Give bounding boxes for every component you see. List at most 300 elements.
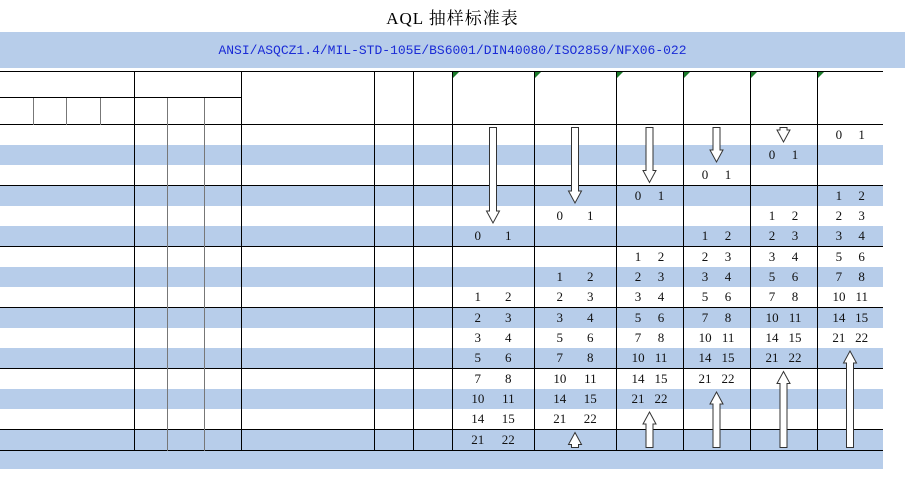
re-value: 3 <box>724 249 732 264</box>
ac-re-values <box>453 330 534 346</box>
lot-size-cell <box>241 247 374 268</box>
ac-re-cell <box>683 125 750 146</box>
ac-value: 5 <box>835 249 843 264</box>
code-letter-cell <box>374 328 413 348</box>
ac-re-header <box>616 98 683 125</box>
ac-re-values <box>617 350 683 366</box>
ac-value: 1 <box>634 249 642 264</box>
ac-value: 21 <box>631 391 645 406</box>
sample-size-cell <box>413 125 452 146</box>
ac-value: 7 <box>556 350 563 365</box>
special-level-cell <box>66 226 100 247</box>
general-level-cell <box>134 328 167 348</box>
re-value: 4 <box>858 228 865 243</box>
re-value: 11 <box>788 310 802 325</box>
general-level-cell <box>167 186 204 207</box>
ac-value: 1 <box>768 208 776 223</box>
ac-re-values <box>818 249 884 265</box>
ac-re-cell <box>683 145 750 165</box>
ac-re-cell <box>750 226 817 247</box>
code-letter-cell <box>374 165 413 186</box>
sample-size-cell <box>413 145 452 165</box>
code-letter-header <box>374 72 413 125</box>
ac-re-cell <box>616 165 683 186</box>
ac-re-values <box>818 127 884 143</box>
ac-value: 21 <box>698 371 712 386</box>
special-level-cell <box>0 287 33 308</box>
ac-value: 3 <box>556 310 563 325</box>
ac-re-cell <box>750 267 817 287</box>
ac-value: 7 <box>835 269 843 284</box>
special-level-cell <box>33 430 66 451</box>
ac-value: 10 <box>832 289 846 304</box>
ac-re-values <box>617 188 683 204</box>
aql-2-5-header <box>683 72 750 98</box>
ac-re-cell <box>750 308 817 329</box>
special-level-cell <box>66 369 100 390</box>
re-value: 3 <box>657 269 665 284</box>
table-row <box>0 348 883 369</box>
code-letter-cell <box>374 206 413 226</box>
ac-value: 1 <box>835 188 843 203</box>
special-level-cell <box>0 430 33 451</box>
ac-value: 3 <box>835 228 843 243</box>
general-level-cell <box>134 145 167 165</box>
special-level-cell <box>100 165 134 186</box>
general-level-cell <box>134 165 167 186</box>
general-level-cell <box>134 409 167 430</box>
special-level-cell <box>33 206 66 226</box>
table-row <box>0 206 883 226</box>
header-row-1 <box>0 72 883 98</box>
sample-size-cell <box>413 186 452 207</box>
special-level-cell <box>33 348 66 369</box>
sample-size-cell <box>413 267 452 287</box>
re-value: 3 <box>587 289 594 304</box>
lot-size-cell <box>241 409 374 430</box>
ac-value: 14 <box>471 411 485 426</box>
ac-re-values <box>751 147 817 163</box>
table-row <box>0 145 883 165</box>
ac-re-cell <box>452 348 534 369</box>
ac-re-cell <box>683 287 750 308</box>
ac-re-values <box>818 310 884 326</box>
sample-size-cell <box>413 409 452 430</box>
ac-re-cell <box>452 409 534 430</box>
general-level-cell <box>204 145 241 165</box>
general-level-cell <box>134 226 167 247</box>
ac-re-header <box>750 98 817 125</box>
ac-re-cell <box>616 247 683 268</box>
ac-value: 14 <box>832 310 846 325</box>
special-level-cell <box>33 125 66 146</box>
ac-re-cell <box>534 328 616 348</box>
ac-re-cell <box>452 328 534 348</box>
general-level-cell <box>167 247 204 268</box>
level-s-2 <box>33 98 66 125</box>
ac-re-values <box>818 269 884 285</box>
aql-1-0-header <box>534 72 616 98</box>
ac-re-cell <box>683 369 750 390</box>
aql-4-0-header <box>750 72 817 98</box>
special-level-cell <box>66 389 100 409</box>
ac-re-cell <box>616 348 683 369</box>
special-level-cell <box>0 267 33 287</box>
ac-value: 7 <box>768 289 776 304</box>
special-level-cell <box>66 145 100 165</box>
special-level-cell <box>0 369 33 390</box>
general-level-cell <box>167 287 204 308</box>
ac-re-cell <box>750 369 817 390</box>
ac-re-cell <box>683 226 750 247</box>
ac-re-values <box>684 249 750 265</box>
ac-re-cell <box>452 125 534 146</box>
ac-re-cell <box>452 287 534 308</box>
ac-value: 5 <box>556 330 563 345</box>
ac-re-values <box>818 208 884 224</box>
ac-re-values <box>751 330 817 346</box>
ac-re-values <box>818 228 884 244</box>
ac-re-cell <box>616 267 683 287</box>
ac-re-values <box>751 350 817 366</box>
ac-re-cell <box>750 206 817 226</box>
special-level-cell <box>100 389 134 409</box>
special-level-cell <box>66 430 100 451</box>
special-level-cell <box>0 206 33 226</box>
re-value: 1 <box>587 208 594 223</box>
sample-size-cell <box>413 308 452 329</box>
general-level-cell <box>134 186 167 207</box>
table-row <box>0 125 883 146</box>
code-letter-cell <box>374 145 413 165</box>
ac-re-values <box>617 391 683 407</box>
ac-re-cell <box>616 430 683 451</box>
ac-re-cell <box>616 206 683 226</box>
ac-re-values <box>535 411 616 427</box>
ac-value: 21 <box>765 350 779 365</box>
general-level-cell <box>204 430 241 451</box>
general-level-cell <box>134 206 167 226</box>
ac-re-cell <box>534 409 616 430</box>
re-value: 6 <box>505 350 512 365</box>
ac-re-cell <box>534 369 616 390</box>
ac-re-values <box>818 188 884 204</box>
ac-re-values <box>617 330 683 346</box>
special-level-cell <box>100 308 134 329</box>
ac-value: 14 <box>631 371 645 386</box>
general-level-cell <box>167 125 204 146</box>
ac-re-cell <box>616 389 683 409</box>
ac-re-cell <box>750 409 817 430</box>
ac-re-cell <box>683 206 750 226</box>
ac-re-cell <box>534 389 616 409</box>
special-level-cell <box>100 409 134 430</box>
ac-re-cell <box>616 226 683 247</box>
table-row <box>0 186 883 207</box>
general-level-cell <box>167 430 204 451</box>
lot-size-cell <box>241 348 374 369</box>
lot-size-cell <box>241 125 374 146</box>
ac-re-cell <box>683 348 750 369</box>
ac-re-cell <box>817 186 883 207</box>
ac-re-values <box>684 371 750 387</box>
ac-re-cell <box>534 430 616 451</box>
lot-size-cell <box>241 308 374 329</box>
level-general-1 <box>134 98 167 125</box>
ac-re-cell <box>616 287 683 308</box>
special-level-cell <box>66 308 100 329</box>
general-level-cell <box>167 165 204 186</box>
aql-6-5-header <box>817 72 883 98</box>
ac-re-values <box>453 228 534 244</box>
special-level-cell <box>66 287 100 308</box>
special-level-cell <box>100 328 134 348</box>
special-level-cell <box>33 308 66 329</box>
special-level-cell <box>0 226 33 247</box>
re-value: 22 <box>788 350 802 365</box>
ac-re-cell <box>683 267 750 287</box>
special-level-cell <box>0 308 33 329</box>
general-level-cell <box>167 308 204 329</box>
ac-re-cell <box>452 369 534 390</box>
level-general-3 <box>204 98 241 125</box>
ac-re-values <box>751 228 817 244</box>
table-row <box>0 165 883 186</box>
code-letter-cell <box>374 369 413 390</box>
ac-value: 2 <box>701 249 709 264</box>
level-general-2 <box>167 98 204 125</box>
general-level-cell <box>204 369 241 390</box>
re-value: 1 <box>657 188 665 203</box>
re-value: 6 <box>657 310 665 325</box>
table-row <box>0 369 883 390</box>
special-level-cell <box>100 267 134 287</box>
code-letter-cell <box>374 430 413 451</box>
special-level-cell <box>33 389 66 409</box>
ac-re-cell <box>452 308 534 329</box>
table-row <box>0 308 883 329</box>
table-row <box>0 226 883 247</box>
ac-re-values <box>453 350 534 366</box>
ac-value: 1 <box>474 289 481 304</box>
re-value: 11 <box>855 289 868 304</box>
ac-re-values <box>535 330 616 346</box>
standards-subtitle: ANSI/ASQCZ1.4/MIL-STD-105E/BS6001/DIN40080/ISO2859/NFX06-022 <box>0 32 905 68</box>
ac-re-cell <box>534 165 616 186</box>
lot-size-cell <box>241 430 374 451</box>
ac-value: 21 <box>471 432 485 447</box>
ac-value: 5 <box>474 350 481 365</box>
ac-re-cell <box>817 348 883 369</box>
ac-value: 10 <box>471 391 485 406</box>
ac-re-cell <box>750 145 817 165</box>
ac-value: 10 <box>631 350 645 365</box>
ac-re-values <box>751 269 817 285</box>
re-value: 8 <box>505 371 512 386</box>
general-level-cell <box>204 247 241 268</box>
re-value: 4 <box>791 249 799 264</box>
general-level-cell <box>167 226 204 247</box>
ac-re-cell <box>534 348 616 369</box>
ac-re-cell <box>750 247 817 268</box>
general-level-cell <box>204 206 241 226</box>
general-level-cell <box>204 226 241 247</box>
special-level-cell <box>100 186 134 207</box>
lot-size-cell <box>241 369 374 390</box>
ac-re-values <box>751 249 817 265</box>
ac-re-cell <box>683 186 750 207</box>
sample-size-cell <box>413 348 452 369</box>
code-letter-cell <box>374 125 413 146</box>
re-value: 11 <box>502 391 515 406</box>
special-level-cell <box>100 287 134 308</box>
aql-table <box>0 71 883 469</box>
ac-re-cell <box>817 308 883 329</box>
ac-re-cell <box>452 186 534 207</box>
general-level-cell <box>204 409 241 430</box>
ac-re-cell <box>750 389 817 409</box>
re-value: 8 <box>791 289 799 304</box>
ac-re-cell <box>750 125 817 146</box>
re-value: 15 <box>721 350 735 365</box>
ac-re-values <box>684 330 750 346</box>
re-value: 22 <box>721 371 735 386</box>
re-value: 15 <box>583 391 597 406</box>
lot-size-cell <box>241 226 374 247</box>
special-level-cell <box>100 247 134 268</box>
general-level-cell <box>167 348 204 369</box>
re-value: 1 <box>791 147 799 162</box>
ac-re-cell <box>750 186 817 207</box>
ac-re-values <box>617 249 683 265</box>
table-footer-row <box>0 451 883 470</box>
ac-re-cell <box>534 247 616 268</box>
ac-re-cell <box>817 389 883 409</box>
code-letter-cell <box>374 287 413 308</box>
re-value: 3 <box>858 208 865 223</box>
re-value: 8 <box>657 330 665 345</box>
ac-value: 2 <box>835 208 843 223</box>
ac-re-cell <box>616 328 683 348</box>
special-level-cell <box>0 389 33 409</box>
ac-re-cell <box>683 328 750 348</box>
ac-value: 2 <box>474 310 481 325</box>
ac-value: 0 <box>701 167 709 182</box>
ac-re-cell <box>683 165 750 186</box>
sample-size-cell <box>413 430 452 451</box>
lot-size-cell <box>241 165 374 186</box>
table-row <box>0 328 883 348</box>
ac-re-cell <box>452 389 534 409</box>
special-level-cell <box>100 369 134 390</box>
ac-re-cell <box>817 125 883 146</box>
re-value: 2 <box>858 188 865 203</box>
re-value: 11 <box>654 350 668 365</box>
lot-size-cell <box>241 389 374 409</box>
re-value: 22 <box>855 330 869 345</box>
ac-re-cell <box>683 247 750 268</box>
re-value: 15 <box>855 310 869 325</box>
ac-value: 14 <box>553 391 567 406</box>
ac-re-header <box>683 98 750 125</box>
general-level-cell <box>134 369 167 390</box>
sample-size-cell <box>413 206 452 226</box>
special-level-cell <box>66 125 100 146</box>
aql-1-5-header <box>616 72 683 98</box>
sample-size-cell <box>413 328 452 348</box>
ac-re-values <box>751 310 817 326</box>
general-level-cell <box>134 430 167 451</box>
re-value: 6 <box>724 289 732 304</box>
footer-band <box>0 451 883 470</box>
code-letter-cell <box>374 308 413 329</box>
special-level-cell <box>66 409 100 430</box>
ac-re-values <box>751 289 817 305</box>
general-level-cell <box>204 186 241 207</box>
ac-re-cell <box>534 287 616 308</box>
general-level-cell <box>167 369 204 390</box>
general-level-cell <box>134 247 167 268</box>
general-level-cell <box>204 328 241 348</box>
special-level-cell <box>33 226 66 247</box>
general-level-cell <box>134 389 167 409</box>
re-value: 1 <box>858 127 865 142</box>
ac-re-cell <box>683 308 750 329</box>
table-row <box>0 409 883 430</box>
ac-re-cell <box>750 328 817 348</box>
special-level-cell <box>33 267 66 287</box>
ac-re-cell <box>817 328 883 348</box>
special-level-cell <box>33 247 66 268</box>
general-level-cell <box>204 287 241 308</box>
aql-0-65-header <box>452 72 534 98</box>
special-level-cell <box>0 125 33 146</box>
ac-value: 2 <box>768 228 776 243</box>
ac-re-header <box>452 98 534 125</box>
code-letter-cell <box>374 186 413 207</box>
re-value: 11 <box>721 330 735 345</box>
level-s-4 <box>100 98 134 125</box>
ac-value: 7 <box>634 330 642 345</box>
ac-value: 0 <box>835 127 843 142</box>
ac-re-values <box>535 371 616 387</box>
ac-re-cell <box>750 287 817 308</box>
ac-re-values <box>453 411 534 427</box>
ac-re-cell <box>534 145 616 165</box>
ac-value: 14 <box>765 330 779 345</box>
ac-re-cell <box>750 430 817 451</box>
ac-value: 14 <box>698 350 712 365</box>
special-level-cell <box>33 328 66 348</box>
re-value: 6 <box>858 249 865 264</box>
ac-value: 21 <box>832 330 846 345</box>
special-level-cell <box>0 409 33 430</box>
special-level-cell <box>66 328 100 348</box>
table-row <box>0 287 883 308</box>
special-level-cell <box>100 206 134 226</box>
re-value: 8 <box>858 269 865 284</box>
level-s-3 <box>66 98 100 125</box>
re-value: 15 <box>654 371 668 386</box>
lot-size-cell <box>241 287 374 308</box>
ac-re-cell <box>534 206 616 226</box>
ac-re-cell <box>817 369 883 390</box>
ac-value: 5 <box>701 289 709 304</box>
lot-size-cell <box>241 267 374 287</box>
ac-value: 0 <box>768 147 776 162</box>
ac-re-values <box>684 289 750 305</box>
lot-size-cell <box>241 206 374 226</box>
